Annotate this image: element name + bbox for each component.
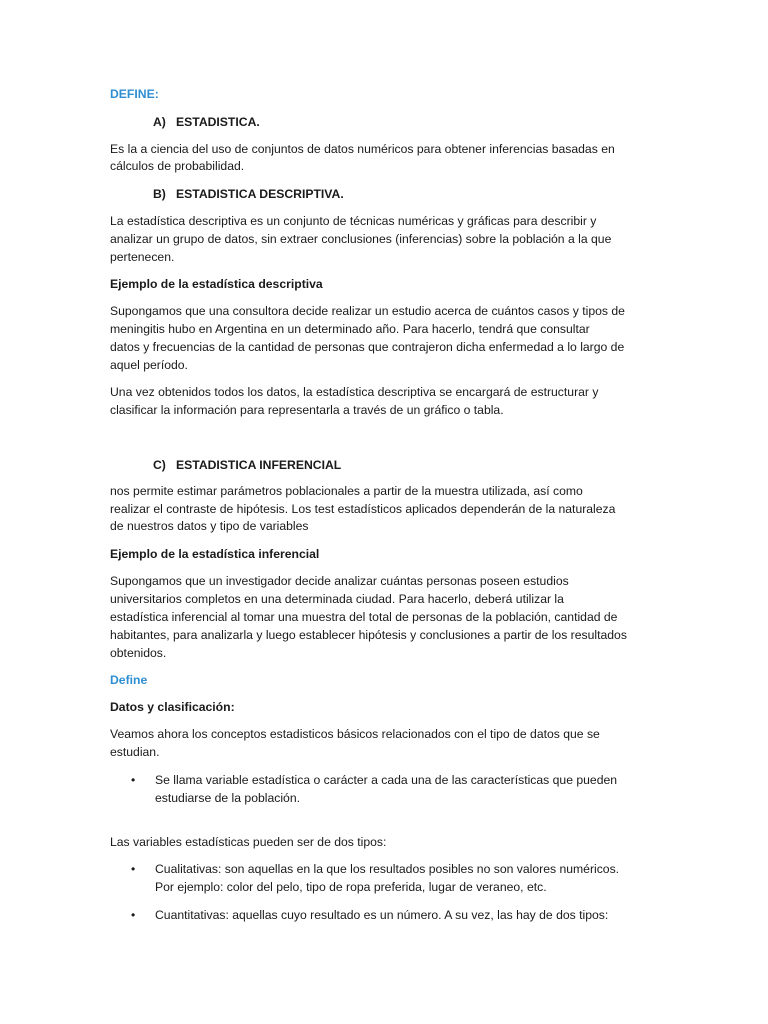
section-c-text-line: de nuestros datos y tipo de variables bbox=[110, 519, 309, 533]
section-c-heading: C) ESTADISTICA INFERENCIAL bbox=[153, 458, 342, 472]
section-b-heading: B) ESTADISTICA DESCRIPTIVA. bbox=[153, 187, 344, 201]
section-a-text-line: cálculos de probabilidad. bbox=[110, 159, 245, 173]
datos-text-line: Veamos ahora los conceptos estadisticos básicos relacionados con el tipo de datos que se bbox=[110, 727, 600, 741]
descriptive-example-line: Supongamos que una consultora decide realizar un estudio acerca de cuántos casos y tipos de bbox=[110, 304, 625, 318]
descriptive-example-line: datos y frecuencias de la cantidad de personas que contrajeron dicha enfermedad a lo largo de bbox=[110, 340, 625, 354]
bullet-text-line: Por ejemplo: color del pelo, tipo de ropa preferida, lugar de veraneo, etc. bbox=[155, 880, 547, 894]
section-a-text-line: Es la a ciencia del uso de conjuntos de datos numéricos para obtener inferencias basadas en bbox=[110, 142, 615, 156]
define-heading: DEFINE: bbox=[110, 87, 159, 101]
define-heading-2: Define bbox=[110, 673, 148, 687]
descriptive-closing-line: Una vez obtenidos todos los datos, la estadística descriptiva se encargará de estructurar y bbox=[110, 385, 599, 399]
section-c-text-line: nos permite estimar parámetros poblacionales a partir de la muestra utilizada, así como bbox=[110, 484, 583, 498]
variable-types-intro: Las variables estadísticas pueden ser de dos tipos: bbox=[110, 835, 387, 849]
inferential-example-line: habitantes, para analizarla y luego establecer hipótesis y conclusiones a partir de los resultados bbox=[110, 628, 627, 642]
inferential-example-line: universitarios completos en una determinada ciudad. Para hacerlo, deberá utilizar la bbox=[110, 592, 564, 606]
section-a-heading: A) ESTADISTICA. bbox=[153, 115, 260, 129]
bullet-marker: • bbox=[131, 862, 136, 876]
descriptive-example-line: aquel período. bbox=[110, 358, 188, 372]
bullet-text-line: Cuantitativas: aquellas cuyo resultado es un número. A su vez, las hay de dos tipos: bbox=[155, 908, 609, 922]
bullet-marker: • bbox=[131, 908, 136, 922]
inferential-example-line: obtenidos. bbox=[110, 646, 167, 660]
inferential-example-title: Ejemplo de la estadística inferencial bbox=[110, 547, 320, 561]
bullet-text-line: estudiarse de la población. bbox=[155, 791, 300, 805]
datos-title: Datos y clasificación: bbox=[110, 700, 235, 714]
inferential-example-line: Supongamos que un investigador decide analizar cuántas personas poseen estudios bbox=[110, 574, 569, 588]
bullet-marker: • bbox=[131, 773, 136, 787]
bullet-text-line: Se llama variable estadística o carácter a cada una de las características que pueden bbox=[155, 773, 618, 787]
section-c-text-line: realizar el contraste de hipótesis. Los test estadísticos aplicados dependerán de la naturaleza bbox=[110, 502, 616, 516]
descriptive-example-title: Ejemplo de la estadística descriptiva bbox=[110, 277, 323, 291]
datos-text-line: estudian. bbox=[110, 745, 160, 759]
inferential-example-line: estadística inferencial al tomar una muestra del total de personas de la población, cantidad de bbox=[110, 610, 618, 624]
descriptive-example-line: meningitis hubo en Argentina en un determinado año. Para hacerlo, tendrá que consultar bbox=[110, 322, 590, 336]
section-b-text-line: pertenecen. bbox=[110, 250, 175, 264]
descriptive-closing-line: clasificar la información para representarla a través de un gráfico o tabla. bbox=[110, 403, 504, 417]
bullet-text-line: Cualitativas: son aquellas en la que los resultados posibles no son valores numéricos. bbox=[155, 862, 620, 876]
section-b-text-line: La estadística descriptiva es un conjunto de técnicas numéricas y gráficas para describir y bbox=[110, 214, 597, 228]
section-b-text-line: analizar un grupo de datos, sin extraer conclusiones (inferencias) sobre la población a la que bbox=[110, 232, 612, 246]
